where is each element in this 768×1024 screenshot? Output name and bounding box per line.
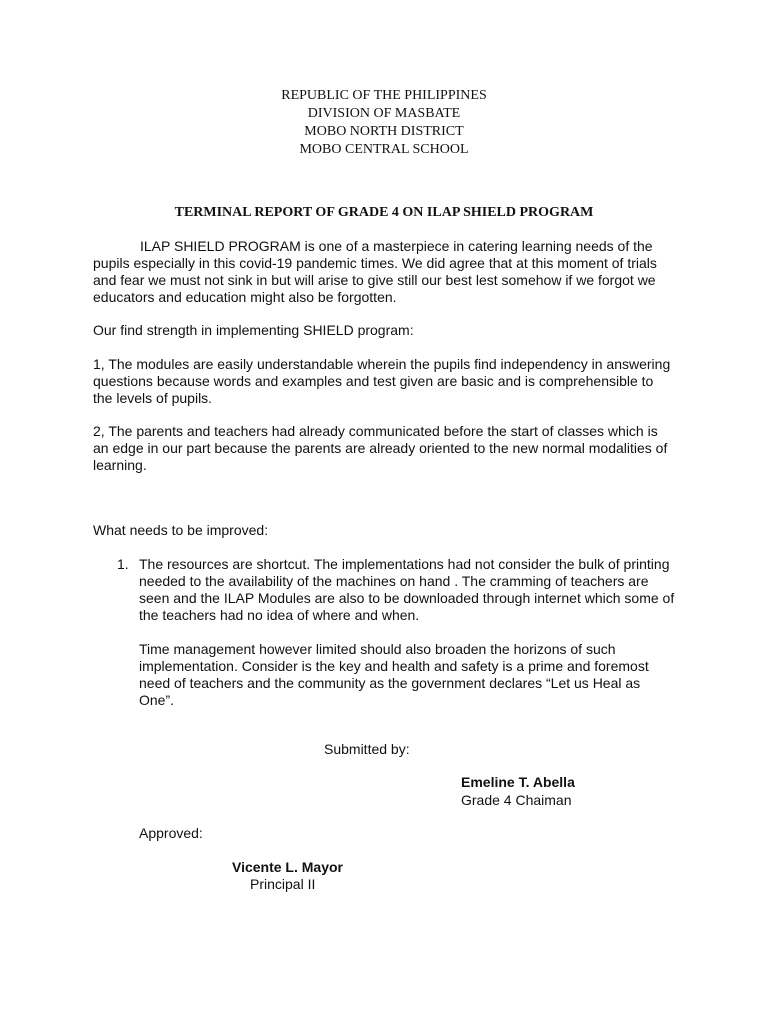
letterhead-line-district: MOBO NORTH DISTRICT bbox=[304, 124, 464, 139]
submitter-name: Emeline T. Abella bbox=[461, 774, 575, 790]
intro-paragraph: ILAP SHIELD PROGRAM is one of a masterpiece in catering learning needs of the pupils especially in this covid-19 pandemic times. We did agree that at this moment of trials and fear we must not sink in but will arise to give still our best lest somehow if we forgot we educators and education might also be forgotten. bbox=[93, 238, 657, 305]
approver-role: Principal II bbox=[250, 876, 316, 892]
report-title: TERMINAL REPORT OF GRADE 4 ON ILAP SHIELD PROGRAM bbox=[174, 205, 594, 220]
approved-label: Approved: bbox=[139, 825, 203, 841]
letterhead-line-division: DIVISION OF MASBATE bbox=[307, 106, 461, 121]
letterhead bbox=[0, 87, 768, 159]
strength-item-2: 2, The parents and teachers had already communicated before the start of classes which is an edge in our part because the parents are already oriented to the new normal modalities of learning. bbox=[93, 423, 668, 473]
letterhead-line-school: MOBO CENTRAL SCHOOL bbox=[299, 142, 469, 157]
improvement-item-number: 1. bbox=[117, 556, 129, 572]
strength-heading: Our find strength in implementing SHIELD program: bbox=[93, 322, 414, 338]
improve-heading: What needs to be improved: bbox=[93, 522, 269, 538]
strength-item-1: 1, The modules are easily understandable wherein the pupils find independency in answering questions because words and examples and test given are basic and is comprehensible to the levels of pupils. bbox=[93, 356, 671, 406]
submitted-by-label: Submitted by: bbox=[324, 741, 410, 757]
improvement-item-continuation: Time management however limited should also broaden the horizons of such implementation. Consider is the key and health and safety is a prime and foremost need of teachers and the community as the government declares “Let us Heal as One”. bbox=[139, 641, 649, 708]
submitter-role: Grade 4 Chaiman bbox=[461, 792, 572, 808]
improvement-item-text: The resources are shortcut. The implementations had not consider the bulk of printing needed to the availability of the machines on hand . The cramming of teachers are seen and the ILAP Modules are also to be downloaded through internet which some of the teachers had no idea of where and when. bbox=[139, 556, 675, 623]
letterhead-line-country: REPUBLIC OF THE PHILIPPINES bbox=[281, 88, 487, 103]
approver-name: Vicente L. Mayor bbox=[232, 859, 344, 875]
